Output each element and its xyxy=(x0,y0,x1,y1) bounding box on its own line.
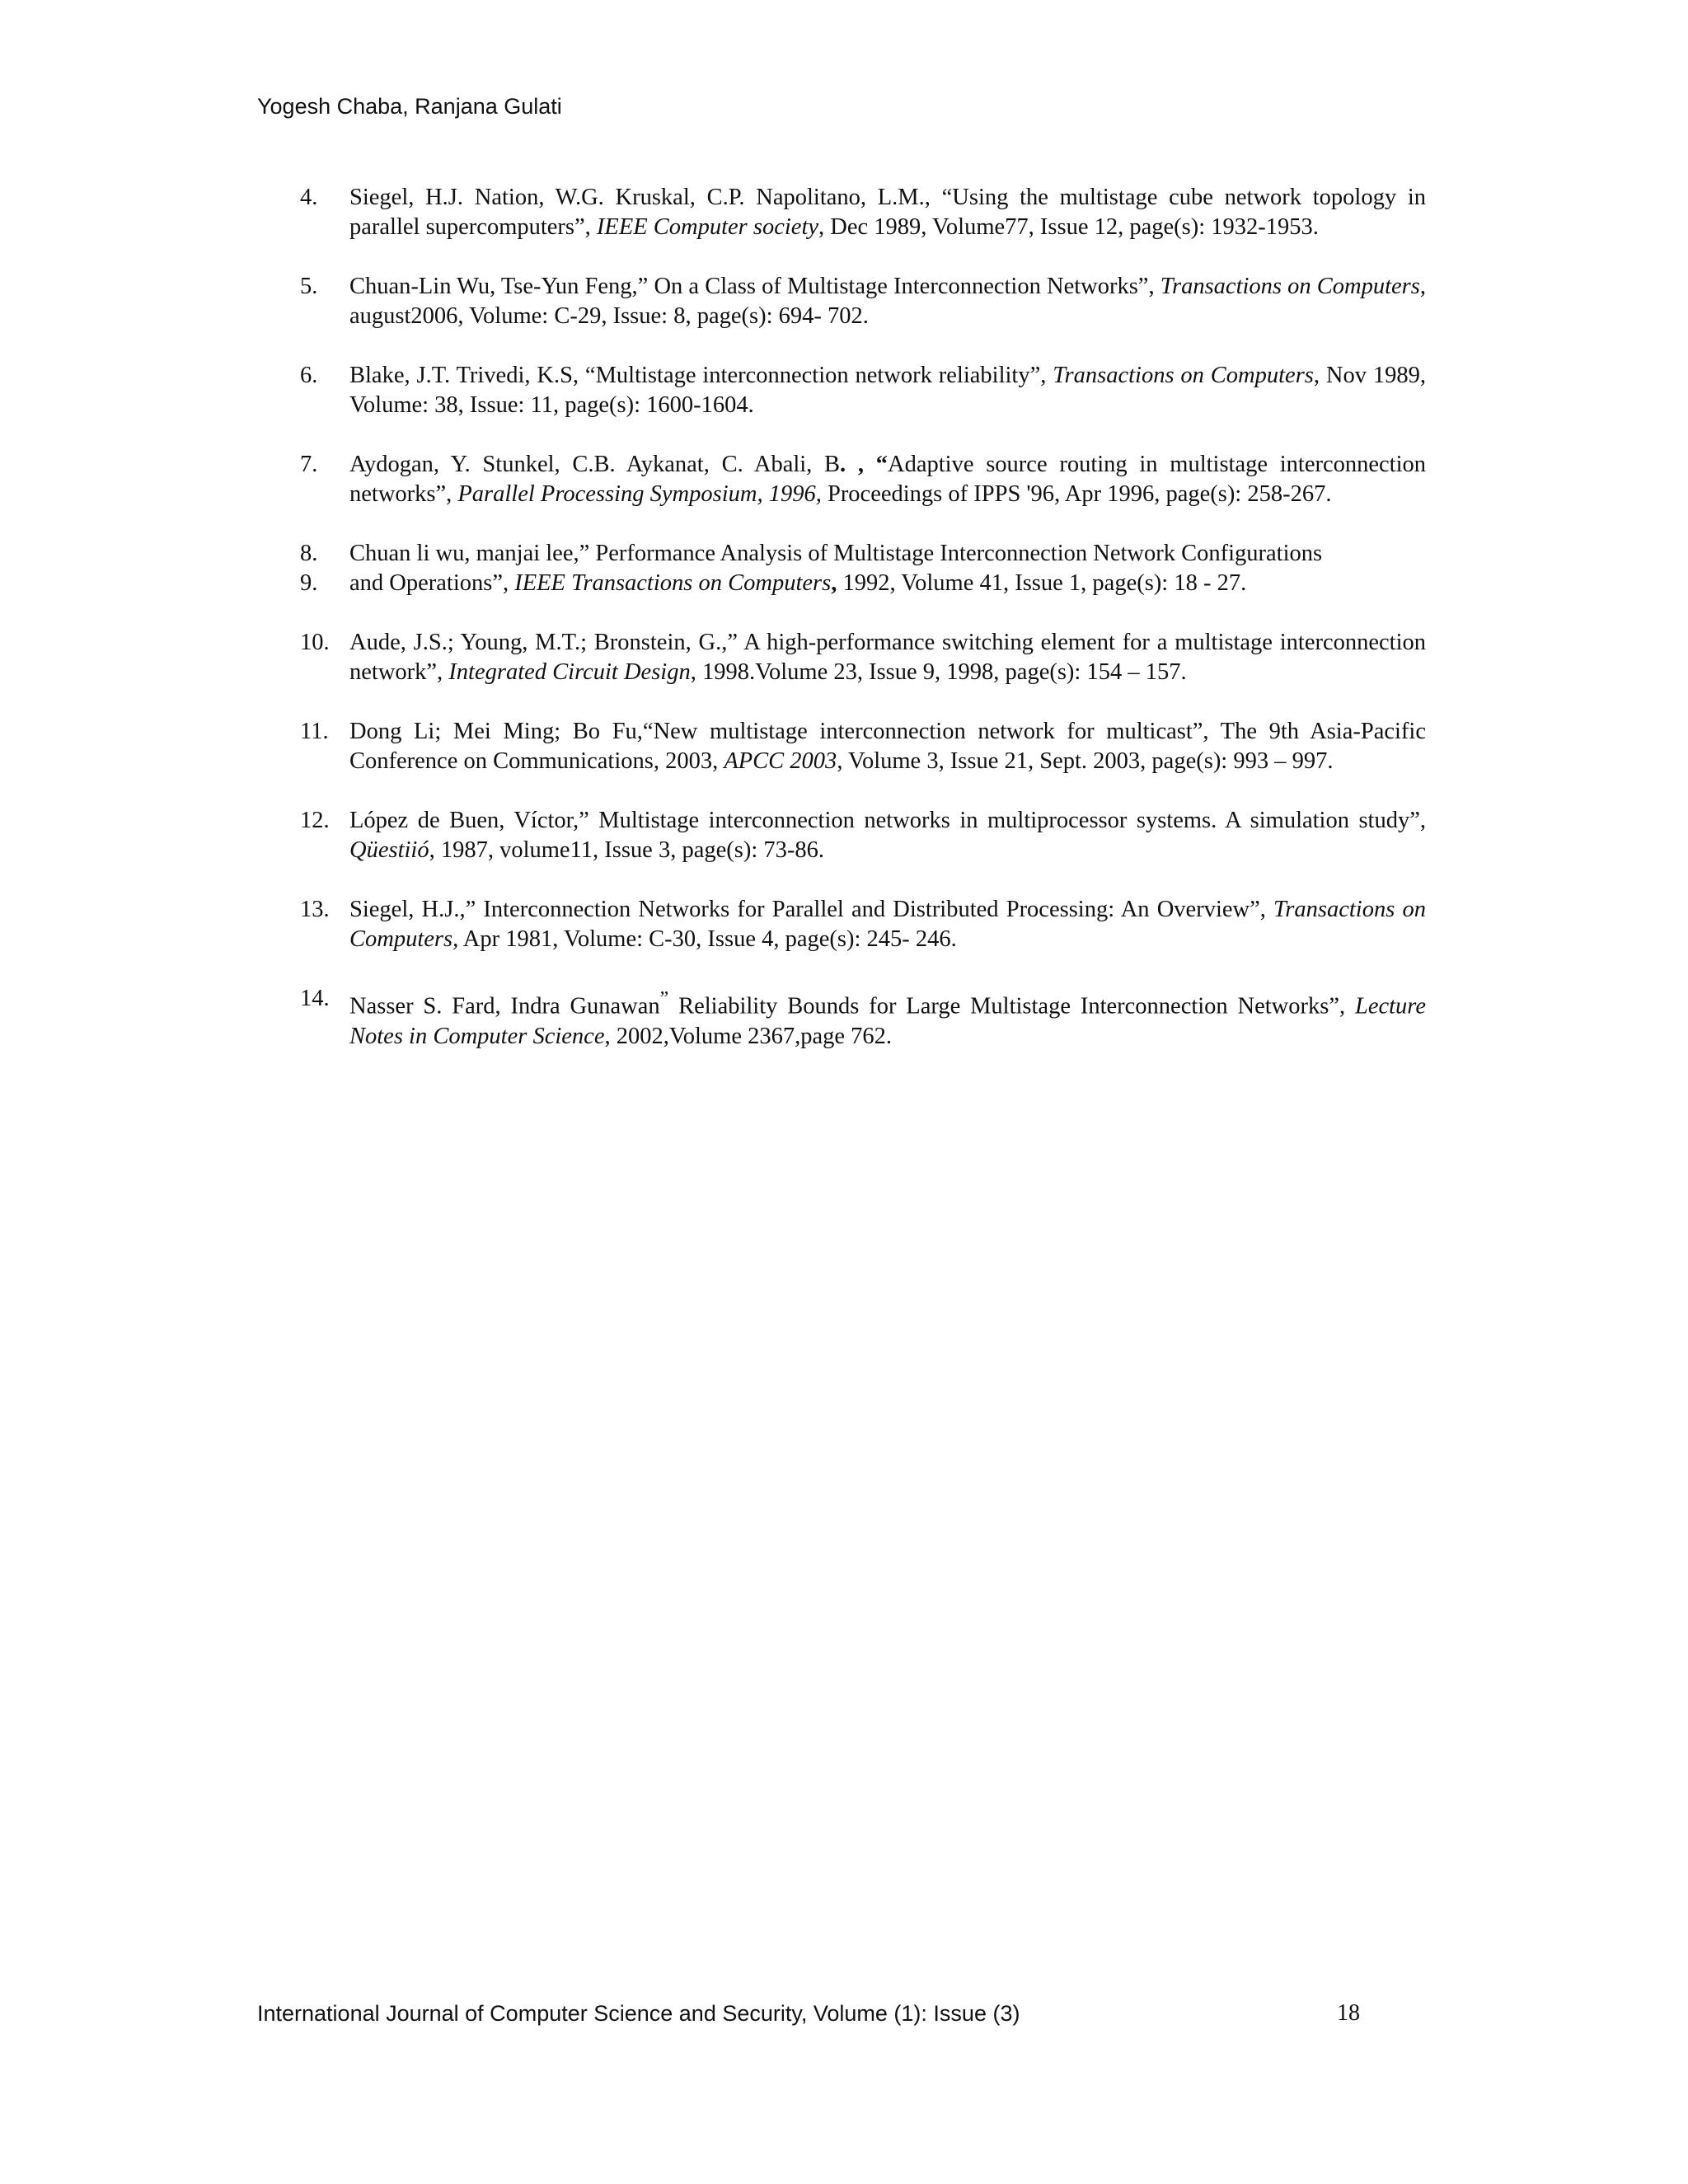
reference-text-segment: 1992, Volume 41, Issue 1, page(s): 18 - 27. xyxy=(837,570,1247,596)
reference-number: 5. xyxy=(300,274,318,299)
reference-number: 13. xyxy=(300,897,330,922)
reference-text-line xyxy=(349,569,1426,598)
reference-text xyxy=(349,361,1426,420)
reference-number: 9. xyxy=(300,570,318,596)
reference-text-segment: Nasser S. Fard, Indra Gunawan xyxy=(349,993,660,1019)
reference-venue: , xyxy=(1054,481,1061,507)
reference-item xyxy=(300,272,1426,331)
reference-text xyxy=(349,450,1426,509)
reference-number: 11. xyxy=(300,719,329,744)
reference-text-segment: and Operations”, xyxy=(349,570,515,596)
reference-text-segment: Blake, J.T. Trivedi, K.S, “Multistage interconnection network reliability”, xyxy=(349,363,1053,388)
reference-number: 7. xyxy=(300,452,318,477)
reference-item xyxy=(300,895,1426,954)
reference-text-segment: , Volume 3, Issue 21, Sept. 2003, page(s): 993 – 997. xyxy=(837,748,1334,774)
reference-text-segment: López de Buen, Víctor,” Multistage interconnection networks in multiprocessor systems. A simulation study”, xyxy=(349,808,1426,833)
reference-number: 10. xyxy=(300,630,330,655)
reference-item xyxy=(300,984,1426,1052)
reference-text-segment: Reliability Bounds for Large Multistage Interconnection Networks”, xyxy=(668,993,1355,1019)
reference-number: 6. xyxy=(300,363,318,388)
page-number: 18 xyxy=(1337,2000,1360,2026)
reference-text-segment: , 1987, volume11, Issue 3, page(s): 73-86. xyxy=(429,837,824,863)
reference-text xyxy=(349,895,1426,954)
reference-list xyxy=(300,183,1426,1081)
reference-text-segment: Apr 1996, page(s): 258-267. xyxy=(1060,481,1332,507)
reference-text-segment: Siegel, H.J. Nation, W.G. Kruskal, C.P. Napolitano, L.M., “Using the multistage cube network topology in parallel supercomputers”, xyxy=(349,185,1426,240)
reference-text-line: Chuan li wu, manjai lee,” Performance Analysis of Multistage Interconnection Network Configurations xyxy=(349,541,1323,566)
reference-text xyxy=(349,628,1426,687)
reference-number: 12. xyxy=(300,808,330,833)
reference-text-segment: , Dec 1989, Volume77, Issue 12, page(s): 1932-1953. xyxy=(818,214,1319,240)
reference-number: 14. xyxy=(300,986,330,1011)
reference-venue: APCC 2003 xyxy=(724,748,837,774)
reference-text-segment: Aude, J.S.; Young, M.T.; Bronstein, G.,” A high-performance switching element for a multistage interconnection network”, xyxy=(349,630,1426,685)
reference-text xyxy=(349,806,1426,865)
reference-number: 8. xyxy=(300,541,318,566)
reference-item-merged xyxy=(300,539,1426,598)
reference-item xyxy=(300,806,1426,865)
reference-number: 4. xyxy=(300,185,318,210)
reference-item xyxy=(300,450,1426,509)
reference-text-segment: , Nov 1989, Volume: 38, Issue: 11, page(s): 1600-1604. xyxy=(349,363,1426,418)
reference-item xyxy=(300,717,1426,776)
reference-text-segment: , 1998.Volume 23, Issue 9, 1998, page(s): 154 – 157. xyxy=(690,659,1187,685)
reference-venue: Transactions on Computers, xyxy=(349,897,1426,952)
reference-text-segment: Dong Li; Mei Ming; Bo Fu,“New multistage interconnection network for multicast”, The 9th Asia-Pacific Conference on Communications, 2003, xyxy=(349,719,1426,774)
reference-text xyxy=(349,984,1426,1052)
reference-text-segment: . , “ xyxy=(840,452,889,477)
reference-venue: Integrated Circuit Design xyxy=(448,659,691,685)
running-head-authors: Yogesh Chaba, Ranjana Gulati xyxy=(257,94,562,119)
footer-journal-citation: International Journal of Computer Science and Security, Volume (1): Issue (3) xyxy=(257,2001,1020,2026)
reference-venue: IEEE Transactions on Computers xyxy=(514,570,832,596)
reference-venue: Transactions on Computers xyxy=(1160,274,1420,299)
reference-venue: Transactions on Computers xyxy=(1053,363,1314,388)
reference-text-segment: , xyxy=(831,570,837,596)
reference-text-segment: Aydogan, Y. Stunkel, C.B. Aykanat, C. Abali, B xyxy=(349,452,841,477)
reference-text-segment: Chuan-Lin Wu, Tse-Yun Feng,” On a Class of Multistage Interconnection Networks”, xyxy=(349,274,1160,299)
reference-text-segment: Apr 1981, Volume: C-30, Issue 4, page(s): 245- 246. xyxy=(458,926,957,952)
reference-text-segment: ” xyxy=(659,988,669,1010)
reference-text-segment: , august2006, Volume: C-29, Issue: 8, page(s): 694- 702. xyxy=(349,274,1426,329)
reference-venue: Lecture Notes in Computer Science xyxy=(349,993,1426,1049)
reference-venue: Qüestiió xyxy=(349,837,429,863)
reference-item xyxy=(300,628,1426,687)
reference-text-segment: Adaptive source routing in multistage interconnection networks”, xyxy=(349,452,1426,507)
reference-venue: IEEE Computer society xyxy=(596,214,819,240)
reference-text xyxy=(349,183,1426,242)
reference-text-segment: Siegel, H.J.,” Interconnection Networks for Parallel and Distributed Processing: An Overview”, xyxy=(349,897,1274,922)
reference-text-segment: , 2002,Volume 2367,page 762. xyxy=(604,1023,893,1049)
reference-venue: Parallel Processing Symposium, 1996, xyxy=(457,481,822,507)
reference-item xyxy=(300,183,1426,242)
reference-item xyxy=(300,361,1426,420)
reference-text-segment: Proceedings of IPPS '96 xyxy=(821,481,1055,507)
reference-text xyxy=(349,717,1426,776)
reference-text xyxy=(349,272,1426,331)
